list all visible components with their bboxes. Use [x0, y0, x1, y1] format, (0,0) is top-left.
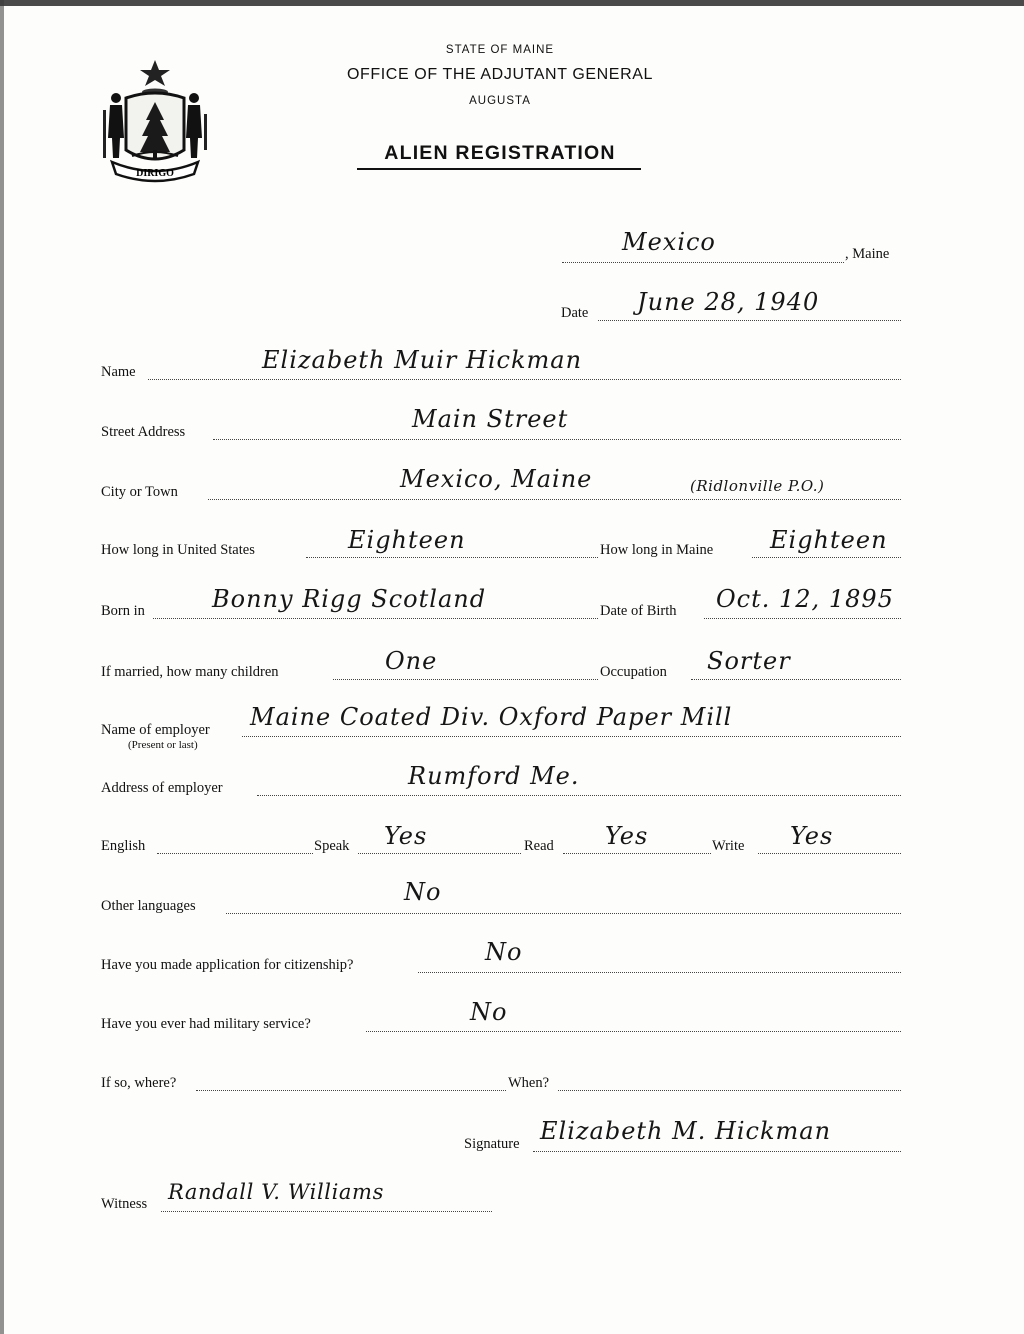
- header-office: OFFICE OF THE ADJUTANT GENERAL: [346, 66, 654, 83]
- employer-sublabel: (Present or last): [128, 739, 198, 751]
- speak-label: Speak: [314, 838, 350, 854]
- date-label: Date: [561, 305, 589, 321]
- title-underline: [357, 168, 641, 170]
- witness-value: Randall V. Williams: [168, 1180, 384, 1204]
- seal-motto: DIRIGO: [136, 168, 174, 179]
- other-languages-value: No: [404, 878, 442, 906]
- dob-line: [704, 618, 901, 619]
- english-label: English: [101, 838, 146, 854]
- occupation-label: Occupation: [600, 664, 667, 680]
- city-value: Mexico, Maine: [400, 465, 593, 493]
- date-value: June 28, 1940: [637, 288, 820, 316]
- citizenship-line: [418, 972, 901, 973]
- employer-line: [242, 736, 901, 737]
- date-line: [598, 320, 901, 321]
- scan-edge-top: [0, 0, 1024, 6]
- employer-address-value: Rumford Me.: [408, 762, 580, 790]
- name-value: Elizabeth Muir Hickman: [262, 346, 583, 374]
- form-title: ALIEN REGISTRATION: [384, 142, 616, 164]
- speak-line: [358, 853, 521, 854]
- how-long-maine-label: How long in Maine: [600, 542, 714, 558]
- header-state: STATE OF MAINE: [445, 44, 555, 56]
- military-value: No: [470, 998, 508, 1026]
- how-long-maine-line: [752, 557, 901, 558]
- write-value: Yes: [790, 822, 834, 850]
- when-label: When?: [508, 1075, 550, 1091]
- name-line: [148, 379, 901, 380]
- read-label: Read: [524, 838, 554, 854]
- header-city: AUGUSTA: [469, 95, 531, 107]
- town-value: Mexico: [622, 228, 716, 256]
- scan-edge-left: [0, 0, 4, 1334]
- read-value: Yes: [605, 822, 649, 850]
- children-value: One: [385, 647, 438, 675]
- born-in-label: Born in: [101, 603, 145, 619]
- town-line: [562, 262, 844, 263]
- write-label: Write: [712, 838, 745, 854]
- when-line: [558, 1090, 901, 1091]
- maine-state-seal-icon: [100, 58, 210, 186]
- occupation-line: [691, 679, 901, 680]
- signature-line: [533, 1151, 901, 1152]
- other-languages-line: [226, 913, 901, 914]
- dob-label: Date of Birth: [600, 603, 677, 619]
- name-label: Name: [101, 364, 136, 380]
- how-long-us-value: Eighteen: [348, 526, 466, 554]
- occupation-value: Sorter: [707, 647, 791, 675]
- dob-value: Oct. 12, 1895: [716, 585, 894, 613]
- other-languages-label: Other languages: [101, 898, 196, 914]
- military-label: Have you ever had military service?: [101, 1016, 311, 1032]
- witness-line: [161, 1211, 492, 1212]
- maine-label: , Maine: [845, 246, 890, 262]
- write-line: [758, 853, 901, 854]
- where-label: If so, where?: [101, 1075, 177, 1091]
- how-long-maine-value: Eighteen: [770, 526, 888, 554]
- english-line: [157, 853, 313, 854]
- signature-label: Signature: [464, 1136, 520, 1152]
- how-long-us-label: How long in United States: [101, 542, 255, 558]
- witness-label: Witness: [101, 1196, 148, 1212]
- where-line: [196, 1090, 506, 1091]
- city-label: City or Town: [101, 484, 178, 500]
- born-in-line: [153, 618, 598, 619]
- employer-value: Maine Coated Div. Oxford Paper Mill: [250, 703, 733, 731]
- speak-value: Yes: [384, 822, 428, 850]
- street-line: [213, 439, 901, 440]
- street-label: Street Address: [101, 424, 186, 440]
- citizenship-label: Have you made application for citizenship?: [101, 957, 354, 973]
- read-line: [563, 853, 711, 854]
- street-value: Main Street: [412, 405, 569, 433]
- military-line: [366, 1031, 901, 1032]
- city-note-value: (Ridlonville P.O.): [690, 477, 825, 495]
- signature-value: Elizabeth M. Hickman: [540, 1117, 832, 1145]
- city-line: [208, 499, 901, 500]
- how-long-us-line: [306, 557, 598, 558]
- employer-label: Name of employer: [101, 722, 210, 738]
- employer-address-label: Address of employer: [101, 780, 223, 796]
- employer-address-line: [257, 795, 901, 796]
- children-label: If married, how many children: [101, 664, 279, 680]
- citizenship-value: No: [485, 938, 523, 966]
- born-in-value: Bonny Rigg Scotland: [212, 585, 487, 613]
- children-line: [333, 679, 598, 680]
